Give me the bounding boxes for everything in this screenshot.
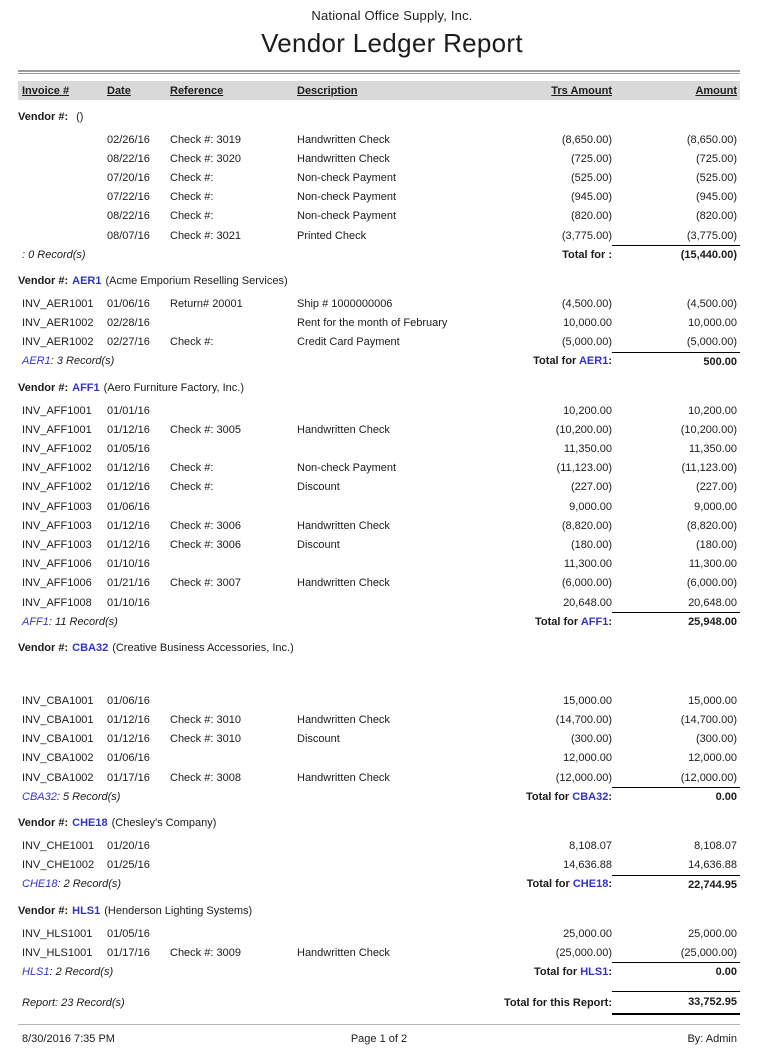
cell-trs-amount: (6,000.00) (561, 577, 612, 590)
cell-amount: 25,000.00 (688, 927, 737, 940)
cell-description: Credit Card Payment (297, 336, 400, 349)
ledger-row (18, 226, 740, 245)
cell-trs-amount: (25,000.00) (555, 946, 612, 959)
ledger-row (18, 130, 740, 149)
vendor-name: () (76, 111, 84, 123)
cell-reference: Check #: 3020 (170, 152, 241, 165)
cell-description: Non-check Payment (297, 462, 397, 475)
cell-reference: Check #: (170, 462, 214, 475)
cell-amount: 12,000.00 (688, 752, 737, 765)
vendor-label: Vendor #: (18, 905, 69, 917)
cell-invoice: INV_AFF1006 (22, 558, 92, 571)
cell-trs-amount: (300.00) (571, 733, 612, 746)
cell-date: 08/22/16 (107, 152, 150, 165)
ledger-row (18, 555, 740, 574)
cell-description: Non-check Payment (297, 171, 397, 184)
cell-date: 01/12/16 (107, 538, 150, 551)
ledger-row (18, 691, 740, 710)
vendor-total-label: Total for HLS1: (533, 965, 612, 978)
cell-date: 01/21/16 (107, 577, 150, 590)
cell-date: 01/25/16 (107, 859, 150, 872)
record-count (18, 878, 491, 890)
cell-invoice: INV_CBA1002 (22, 752, 94, 765)
cell-reference: Check #: 3007 (170, 577, 241, 590)
vendor-total-amount: 22,744.95 (612, 875, 740, 894)
vendor-total-amount: (15,440.00) (612, 245, 740, 264)
ledger-row (18, 420, 740, 439)
cell-invoice: INV_CBA1001 (22, 694, 94, 707)
cell-amount: (14,700.00) (680, 714, 737, 727)
vendor-label: Vendor #: (18, 642, 69, 655)
cell-amount: (12,000.00) (680, 771, 737, 784)
cell-date: 01/10/16 (107, 596, 150, 609)
cell-invoice: INV_AFF1002 (22, 443, 92, 456)
cell-amount: (725.00) (696, 152, 737, 165)
footer-datetime: 8/30/2016 7:35 PM (22, 1032, 115, 1045)
cell-trs-amount: 14,636.88 (563, 859, 612, 872)
cell-invoice: INV_AFF1001 (22, 404, 92, 417)
record-count (18, 616, 491, 628)
cell-amount: (11,123.00) (681, 462, 737, 475)
vendor-header (18, 814, 740, 832)
column-header-invoice: Invoice # (22, 84, 70, 97)
vendor-header (18, 902, 740, 920)
cell-trs-amount: (180.00) (571, 538, 612, 551)
vendor-rows (18, 836, 740, 874)
page-footer (18, 1033, 740, 1045)
vendor-section (18, 379, 740, 631)
cell-amount: (8,650.00) (686, 133, 737, 146)
cell-amount: 8,108.07 (694, 840, 737, 853)
cell-reference: Check #: 3010 (170, 714, 241, 727)
ledger-row (18, 535, 740, 554)
vendor-rows (18, 924, 740, 962)
record-count-code: AFF1 (22, 615, 49, 628)
vendor-summary-row (18, 875, 740, 894)
cell-amount: 11,300.00 (688, 558, 737, 571)
cell-invoice: INV_AFF1002 (22, 462, 92, 475)
record-count-text: : 0 Record(s) (22, 248, 86, 261)
record-count-code: CBA32 (22, 790, 57, 803)
ledger-row (18, 478, 740, 497)
cell-date: 01/06/16 (107, 297, 150, 310)
cell-date: 01/06/16 (107, 500, 150, 513)
cell-date: 01/10/16 (107, 558, 150, 571)
cell-amount: 15,000.00 (688, 694, 737, 707)
cell-date: 01/12/16 (107, 462, 150, 475)
cell-reference: Check #: 3021 (170, 229, 241, 242)
cell-reference: Check #: 3010 (170, 733, 241, 746)
cell-amount: (820.00) (696, 210, 737, 223)
ledger-row (18, 168, 740, 187)
record-count (18, 355, 491, 367)
vendor-total-label: Total for CBA32: (526, 790, 612, 803)
cell-description: Ship # 1000000006 (297, 297, 393, 310)
cell-amount: (5,000.00) (686, 336, 737, 349)
cell-invoice: INV_CBA1001 (22, 733, 94, 746)
vendor-rows (18, 294, 740, 352)
cell-trs-amount: (11,123.00) (556, 462, 612, 475)
cell-date: 07/20/16 (107, 171, 150, 184)
record-count (18, 791, 491, 803)
ledger-row (18, 149, 740, 168)
ledger-row (18, 730, 740, 749)
cell-date: 08/22/16 (107, 210, 150, 223)
cell-invoice: INV_AFF1003 (22, 500, 92, 513)
vendor-code: AFF1 (72, 382, 100, 395)
record-count-text: : 3 Record(s) (50, 355, 115, 368)
cell-date: 01/06/16 (107, 752, 150, 765)
cell-description: Handwritten Check (297, 152, 390, 165)
vendor-summary-row (18, 787, 740, 806)
vendor-total-amount: 25,948.00 (612, 612, 740, 631)
cell-trs-amount: (14,700.00) (555, 714, 612, 727)
cell-trs-amount: (8,650.00) (561, 133, 612, 146)
record-count-text: : 2 Record(s) (57, 878, 122, 891)
vendor-rows (18, 130, 740, 245)
cell-date: 01/12/16 (107, 714, 150, 727)
footer-divider (18, 1024, 740, 1025)
title-divider (18, 70, 740, 74)
vendor-section (18, 108, 740, 264)
cell-description: Handwritten Check (297, 771, 390, 784)
cell-reference: Check #: 3008 (170, 771, 241, 784)
vendor-header (18, 639, 740, 657)
record-count-code: AER1 (22, 355, 51, 368)
record-count-code: HLS1 (22, 965, 50, 978)
cell-amount: (8,820.00) (686, 519, 737, 532)
ledger-row (18, 593, 740, 612)
record-count-text: : 5 Record(s) (56, 790, 121, 803)
vendor-name: (Aero Furniture Factory, Inc.) (103, 382, 245, 395)
cell-reference: Check #: (170, 210, 214, 223)
report-total-amount: 33,752.95 (612, 991, 740, 1015)
cell-invoice: INV_AFF1001 (22, 423, 92, 436)
cell-date: 01/12/16 (107, 481, 150, 494)
column-header-trs-amount: Trs Amount (551, 84, 612, 97)
cell-invoice: INV_AFF1008 (22, 596, 92, 609)
cell-date: 07/22/16 (107, 191, 150, 204)
cell-reference: Check #: 3006 (170, 519, 241, 532)
ledger-row (18, 439, 740, 458)
footer-page-number: Page 1 of 2 (350, 1032, 408, 1045)
cell-trs-amount: (8,820.00) (561, 519, 612, 532)
cell-trs-amount: 11,350.00 (563, 443, 612, 456)
cell-amount: (10,200.00) (680, 423, 737, 436)
vendor-name: (Chesley's Company) (111, 817, 217, 830)
cell-amount: (4,500.00) (686, 297, 737, 310)
ledger-row (18, 749, 740, 768)
cell-description: Handwritten Check (297, 423, 390, 436)
column-header-amount: Amount (695, 84, 737, 97)
ledger-row (18, 574, 740, 593)
vendor-code: CBA32 (72, 642, 109, 655)
vendor-section (18, 272, 740, 371)
cell-invoice: INV_CBA1001 (22, 714, 94, 727)
vendor-label: Vendor #: (18, 382, 69, 395)
vendor-summary-row (18, 612, 740, 631)
company-name: National Office Supply, Inc. (311, 8, 473, 23)
cell-amount: (945.00) (696, 191, 737, 204)
ledger-row (18, 401, 740, 420)
ledger-row (18, 314, 740, 333)
vendor-total-label: Total for : (562, 248, 612, 261)
vendor-label: Vendor #: (18, 817, 69, 830)
vendor-total-label: Total for AER1: (533, 355, 612, 368)
cell-reference: Check #: 3006 (170, 538, 241, 551)
ledger-row (18, 294, 740, 313)
column-header-description: Description (297, 84, 358, 97)
cell-trs-amount: 20,648.00 (563, 596, 612, 609)
cell-date: 08/07/16 (107, 229, 150, 242)
cell-invoice: INV_AER1002 (22, 317, 94, 330)
cell-description: Printed Check (297, 229, 367, 242)
cell-amount: (525.00) (696, 171, 737, 184)
cell-date: 02/27/16 (107, 336, 150, 349)
cell-trs-amount: (10,200.00) (555, 423, 612, 436)
total-for-code: CBA32 (572, 790, 609, 803)
cell-trs-amount: 25,000.00 (563, 927, 612, 940)
ledger-row (18, 768, 740, 787)
column-header-date: Date (107, 84, 131, 97)
cell-date: 01/01/16 (107, 404, 150, 417)
cell-invoice: INV_CHE1001 (22, 840, 95, 853)
cell-amount: 14,636.88 (688, 859, 737, 872)
cell-trs-amount: (525.00) (571, 171, 612, 184)
column-header-row (18, 81, 740, 100)
vendor-code: HLS1 (72, 905, 101, 917)
vendor-label: Vendor #: (18, 111, 69, 123)
report-content (18, 70, 740, 1045)
cell-invoice: INV_CBA1002 (22, 771, 94, 784)
ledger-row (18, 943, 740, 962)
cell-trs-amount: (4,500.00) (561, 297, 612, 310)
cell-reference: Check #: (170, 336, 214, 349)
vendor-section (18, 814, 740, 894)
cell-trs-amount: 8,108.07 (569, 840, 612, 853)
vendor-label: Vendor #: (18, 275, 69, 288)
vendor-summary-row (18, 352, 740, 371)
cell-trs-amount: (3,775.00) (561, 229, 612, 242)
cell-date: 01/12/16 (107, 733, 150, 746)
cell-trs-amount: (5,000.00) (561, 336, 612, 349)
cell-trs-amount: 15,000.00 (563, 694, 612, 707)
total-for-code: AER1 (578, 355, 609, 368)
cell-date: 01/17/16 (107, 771, 150, 784)
record-count-text: : 2 Record(s) (49, 965, 114, 978)
vendor-rows (18, 401, 740, 612)
vendor-name: (Henderson Lighting Systems) (104, 905, 253, 917)
vendor-section (18, 639, 740, 806)
ledger-row (18, 459, 740, 478)
cell-invoice: INV_AER1001 (22, 297, 94, 310)
cell-date: 02/28/16 (107, 317, 150, 330)
vendor-header (18, 108, 740, 126)
ledger-row (18, 333, 740, 352)
cell-amount: (6,000.00) (686, 577, 737, 590)
cell-amount: 10,200.00 (688, 404, 737, 417)
vendor-total-amount: 500.00 (612, 352, 740, 371)
cell-reference: Check #: (170, 191, 214, 204)
cell-amount: (227.00) (696, 481, 737, 494)
ledger-row (18, 836, 740, 855)
ledger-row (18, 207, 740, 226)
cell-date: 01/06/16 (107, 694, 150, 707)
cell-invoice: INV_AFF1006 (22, 577, 92, 590)
cell-invoice: INV_AFF1003 (22, 519, 92, 532)
total-for-code: CHE18 (572, 878, 609, 891)
cell-date: 01/12/16 (107, 423, 150, 436)
cell-description: Discount (297, 538, 340, 551)
cell-invoice: INV_CHE1002 (22, 859, 95, 872)
cell-amount: 11,350.00 (688, 443, 737, 456)
cell-date: 01/05/16 (107, 927, 150, 940)
vendor-summary-row (18, 962, 740, 981)
vendor-total-amount: 0.00 (612, 962, 740, 981)
total-for-code: AFF1 (580, 615, 609, 628)
record-count (18, 966, 491, 978)
cell-reference: Check #: 3009 (170, 946, 241, 959)
cell-trs-amount: 9,000.00 (569, 500, 612, 513)
vendor-header (18, 379, 740, 397)
record-count-text: : 11 Record(s) (48, 615, 118, 628)
record-count-code: CHE18 (22, 878, 58, 891)
cell-invoice: INV_AFF1002 (22, 481, 92, 494)
report-summary (18, 991, 740, 1010)
cell-trs-amount: (945.00) (571, 191, 612, 204)
cell-date: 01/20/16 (107, 840, 150, 853)
cell-amount: (180.00) (696, 538, 737, 551)
cell-invoice: INV_HLS1001 (22, 946, 93, 959)
report-total-label: Total for this Report: (504, 996, 612, 1009)
ledger-row (18, 516, 740, 535)
cell-trs-amount: 11,300.00 (563, 558, 612, 571)
ledger-row (18, 856, 740, 875)
cell-date: 02/26/16 (107, 133, 150, 146)
footer-user: By: Admin (687, 1032, 737, 1045)
ledger-row (18, 497, 740, 516)
vendor-name: (Creative Business Accessories, Inc.) (112, 642, 294, 655)
cell-description: Handwritten Check (297, 946, 390, 959)
vendor-code: CHE18 (72, 817, 108, 830)
ledger-row (18, 188, 740, 207)
cell-invoice: INV_AER1002 (22, 336, 94, 349)
cell-amount: 10,000.00 (688, 317, 737, 330)
vendor-code: AER1 (72, 275, 102, 288)
cell-description: Handwritten Check (297, 714, 390, 727)
cell-trs-amount: 10,200.00 (563, 404, 612, 417)
vendor-total-label: Total for AFF1: (535, 615, 612, 628)
cell-invoice: INV_AFF1003 (22, 538, 92, 551)
cell-trs-amount: 10,000.00 (563, 317, 612, 330)
cell-reference: Check #: 3019 (170, 133, 241, 146)
cell-date: 01/12/16 (107, 519, 150, 532)
cell-amount: (300.00) (696, 733, 737, 746)
cell-trs-amount: (227.00) (571, 481, 612, 494)
cell-reference: Check #: (170, 171, 214, 184)
report-record-count: Report: 23 Record(s) (22, 996, 125, 1009)
cell-amount: 20,648.00 (688, 596, 737, 609)
cell-amount: 9,000.00 (694, 500, 737, 513)
vendor-section (18, 902, 740, 982)
cell-reference: Check #: 3005 (170, 423, 241, 436)
cell-date: 01/05/16 (107, 443, 150, 456)
cell-description: Rent for the month of February (297, 317, 448, 330)
ledger-row (18, 711, 740, 730)
cell-reference: Check #: (170, 481, 214, 494)
cell-invoice: INV_HLS1001 (22, 927, 93, 940)
cell-description: Handwritten Check (297, 577, 390, 590)
vendor-total-amount: 0.00 (612, 787, 740, 806)
cell-trs-amount: (820.00) (571, 210, 612, 223)
cell-description: Non-check Payment (297, 191, 397, 204)
cell-description: Handwritten Check (297, 133, 390, 146)
cell-trs-amount: (725.00) (571, 152, 612, 165)
vendor-total-label: Total for CHE18: (526, 878, 612, 891)
cell-trs-amount: 12,000.00 (563, 752, 612, 765)
total-for-code: HLS1 (580, 965, 609, 978)
cell-trs-amount: (12,000.00) (555, 771, 612, 784)
vendor-header (18, 272, 740, 290)
cell-description: Handwritten Check (297, 519, 390, 532)
vendor-summary-row (18, 245, 740, 264)
cell-description: Discount (297, 481, 340, 494)
sections (18, 108, 740, 982)
cell-description: Non-check Payment (297, 210, 397, 223)
vendor-rows (18, 691, 740, 787)
cell-amount: (3,775.00) (686, 229, 737, 242)
page-title: Vendor Ledger Report (261, 28, 523, 58)
ledger-row (18, 924, 740, 943)
cell-reference: Return# 20001 (170, 297, 243, 310)
cell-date: 01/17/16 (107, 946, 150, 959)
cell-amount: (25,000.00) (680, 946, 737, 959)
cell-description: Discount (297, 733, 340, 746)
record-count (18, 249, 491, 261)
column-header-reference: Reference (170, 84, 224, 97)
vendor-name: (Acme Emporium Reselling Services) (105, 275, 288, 288)
